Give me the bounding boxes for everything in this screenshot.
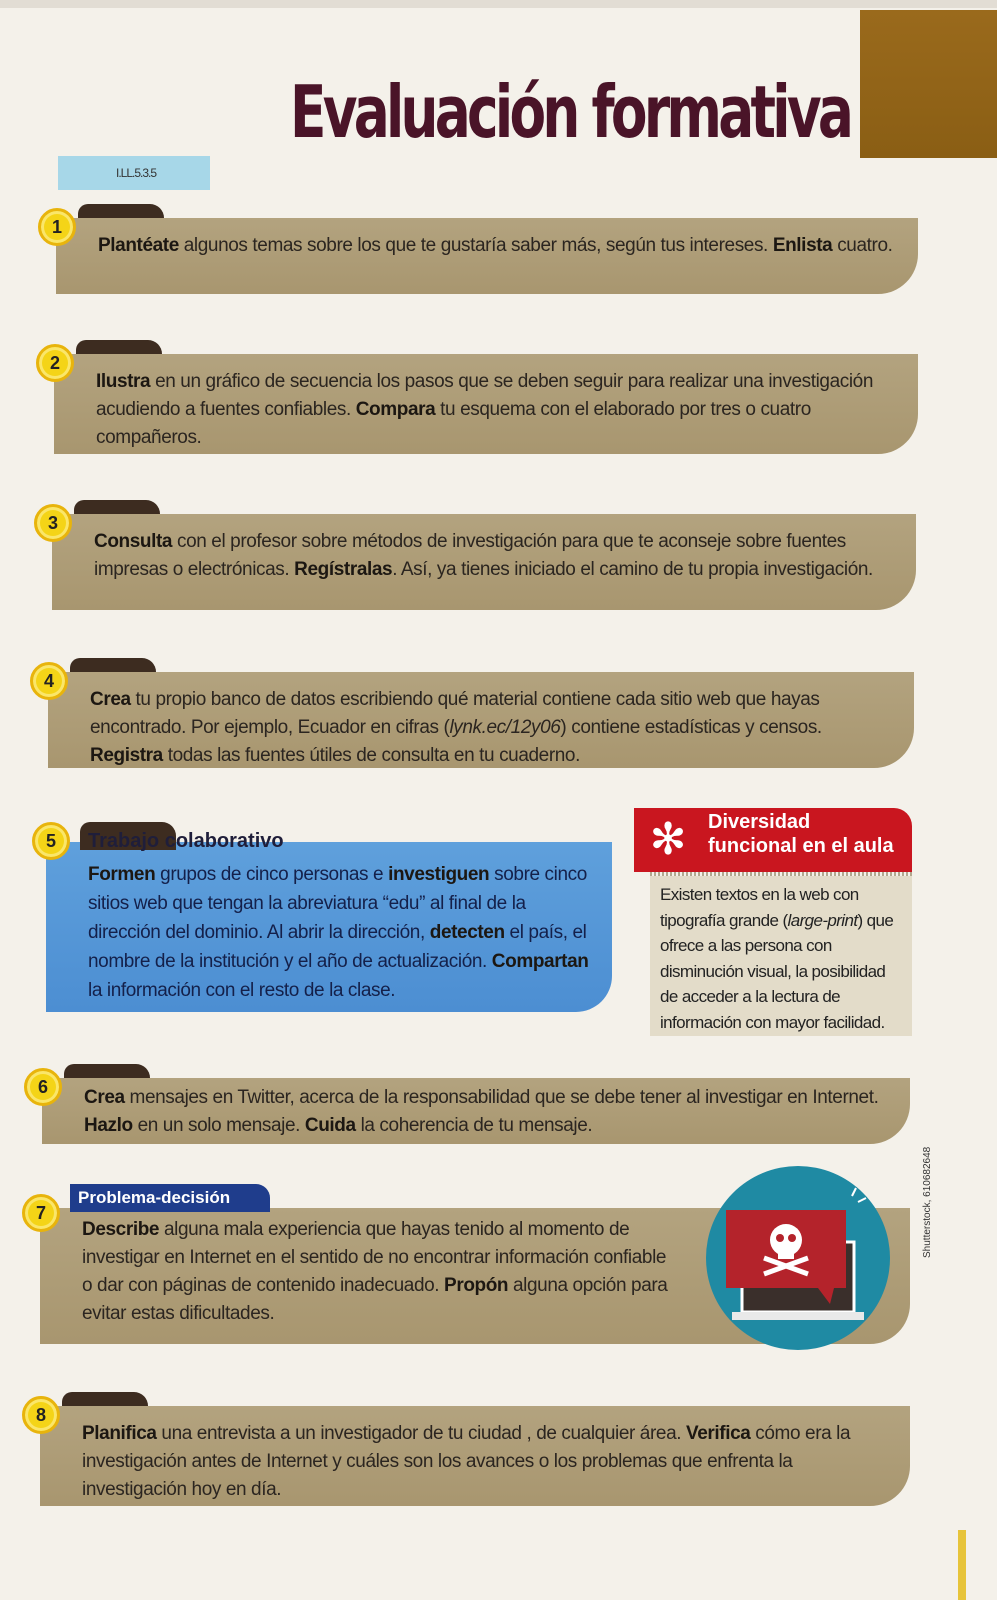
text-run: alguna mala experiencia que hayas tenido al momento de investigar en Internet en el sentido de no encontrar información confiable o dar con páginas de contenido inadecuado. bbox=[82, 1219, 667, 1296]
activity-3 bbox=[47, 513, 916, 610]
emphasized-verb: Compartan bbox=[491, 951, 589, 972]
activity-text bbox=[84, 1084, 890, 1140]
page-title: Evaluación formativa bbox=[290, 70, 851, 154]
asterisk-icon: ✻ bbox=[649, 815, 687, 864]
text-run: el país, el nombre de la institución y el año de actualización. bbox=[88, 922, 587, 972]
emphasized-verb: Plantéate bbox=[98, 235, 179, 256]
activity-text bbox=[98, 232, 898, 260]
activity-6 bbox=[37, 1077, 910, 1144]
emphasized-verb: Formen bbox=[88, 864, 156, 885]
activity-text bbox=[96, 368, 898, 452]
emphasized-verb: Verifica bbox=[686, 1423, 751, 1444]
activity-1 bbox=[51, 217, 918, 294]
activity-text bbox=[88, 860, 598, 1005]
text-run: grupos de cinco personas e bbox=[155, 864, 389, 885]
text-run: cómo era la investigación antes de Internet y cuáles son los avances o los problemas que enfrenta la investigación hoy en día. bbox=[82, 1423, 851, 1500]
text-run: . Así, ya tienes iniciado el camino de tu propia investigación. bbox=[392, 559, 873, 580]
emphasized-verb: investiguen bbox=[388, 864, 490, 885]
sidebar-title bbox=[708, 810, 894, 858]
italic-text: large-print bbox=[787, 910, 858, 930]
emphasized-verb: Crea bbox=[90, 689, 131, 710]
page-top-strip bbox=[0, 0, 997, 8]
emphasized-verb: Propón bbox=[444, 1275, 509, 1296]
emphasized-verb: Describe bbox=[82, 1219, 160, 1240]
emphasized-verb: Cuida bbox=[304, 1115, 356, 1136]
activity-number-badge: 6 bbox=[24, 1068, 62, 1106]
activity-2 bbox=[49, 353, 918, 454]
emphasized-verb: Hazlo bbox=[84, 1115, 133, 1136]
emphasized-verb: Registra bbox=[90, 745, 163, 766]
activity-number-badge: 4 bbox=[30, 662, 68, 700]
emphasized-verb: Crea bbox=[84, 1087, 125, 1108]
activity-number-badge: 8 bbox=[22, 1396, 60, 1434]
activity-text bbox=[94, 528, 896, 584]
activity-text bbox=[82, 1420, 890, 1504]
text-run: una entrevista a un investigador de tu ciudad , de cualquier área. bbox=[156, 1423, 686, 1444]
text-run: cuatro. bbox=[832, 235, 893, 256]
text-run: alguna opción para evitar estas dificultades. bbox=[82, 1275, 668, 1324]
text-run: ) que ofrece a las persona con disminución visual, la posibilidad de acceder a la lectura de información con mayor facilidad. bbox=[660, 910, 894, 1032]
laptop-skull-icon bbox=[706, 1166, 890, 1350]
text-run: Existen textos en la web con tipografía grande ( bbox=[660, 885, 859, 930]
emphasized-verb: Compara bbox=[355, 399, 436, 420]
text-run: sobre cinco sitios web que tengan la abreviatura “edu” al final de la dirección del dominio. Al abrir la dirección, bbox=[88, 864, 587, 943]
emphasized-verb: Regístralas bbox=[294, 559, 393, 580]
image-credit: Shutterstock, 610682648 bbox=[922, 1146, 933, 1258]
emphasized-verb: Planifica bbox=[82, 1423, 157, 1444]
text-run: la información con el resto de la clase. bbox=[88, 980, 396, 1001]
sidebar-title-line1: Diversidad bbox=[708, 811, 811, 833]
text-run: tu esquema con el elaborado por tres o cuatro compañeros. bbox=[96, 399, 811, 448]
activity-heading: Trabajo colaborativo bbox=[88, 830, 284, 852]
corner-color-tab bbox=[860, 10, 997, 158]
text-run: ) contiene estadísticas y censos. bbox=[560, 717, 822, 738]
activity-number-badge: 1 bbox=[38, 208, 76, 246]
text-run: todas las fuentes útiles de consulta en tu cuaderno. bbox=[162, 745, 580, 766]
problem-decision-tag: Problema-decisión bbox=[70, 1184, 270, 1212]
activity-number-badge: 5 bbox=[32, 822, 70, 860]
emphasized-verb: Consulta bbox=[94, 531, 173, 552]
text-run: con el profesor sobre métodos de investigación para que te aconseje sobre fuentes impresas o electrónicas. bbox=[94, 531, 846, 580]
italic-text: lynk.ec/12y06 bbox=[449, 717, 561, 738]
warning-laptop-illustration bbox=[706, 1166, 890, 1350]
text-run: tu propio banco de datos escribiendo qué material contiene cada sitio web que hayas encontrado. Por ejemplo, Ecuador en cifras ( bbox=[90, 689, 820, 738]
text-run: la coherencia de tu mensaje. bbox=[355, 1115, 593, 1136]
skill-code-tag: I.LL.5.3.5 bbox=[58, 156, 210, 190]
activity-text bbox=[90, 686, 894, 770]
emphasized-verb: detecten bbox=[429, 922, 505, 943]
emphasized-verb: Enlista bbox=[772, 235, 833, 256]
page-edge-marker bbox=[958, 1530, 966, 1600]
text-run: algunos temas sobre los que te gustaría saber más, según tus intereses. bbox=[178, 235, 773, 256]
activity-number-badge: 2 bbox=[36, 344, 74, 382]
activity-4 bbox=[43, 671, 914, 768]
text-run: mensajes en Twitter, acerca de la responsabilidad que se debe tener al investigar en Internet. bbox=[124, 1087, 879, 1108]
activity-5 bbox=[45, 830, 612, 1012]
text-run: en un solo mensaje. bbox=[132, 1115, 305, 1136]
activity-8 bbox=[35, 1405, 910, 1506]
emphasized-verb: Ilustra bbox=[96, 371, 151, 392]
text-run: en un gráfico de secuencia los pasos que se deben seguir para realizar una investigación acudiendo a fuentes confiables. bbox=[96, 371, 873, 420]
activity-text bbox=[82, 1216, 680, 1328]
sidebar-body bbox=[650, 876, 912, 1036]
sidebar-text bbox=[660, 882, 906, 1035]
activity-number-badge: 7 bbox=[22, 1194, 60, 1232]
sidebar-title-line2: funcional en el aula bbox=[708, 835, 894, 857]
activity-number-badge: 3 bbox=[34, 504, 72, 542]
sidebar-header bbox=[634, 808, 912, 872]
